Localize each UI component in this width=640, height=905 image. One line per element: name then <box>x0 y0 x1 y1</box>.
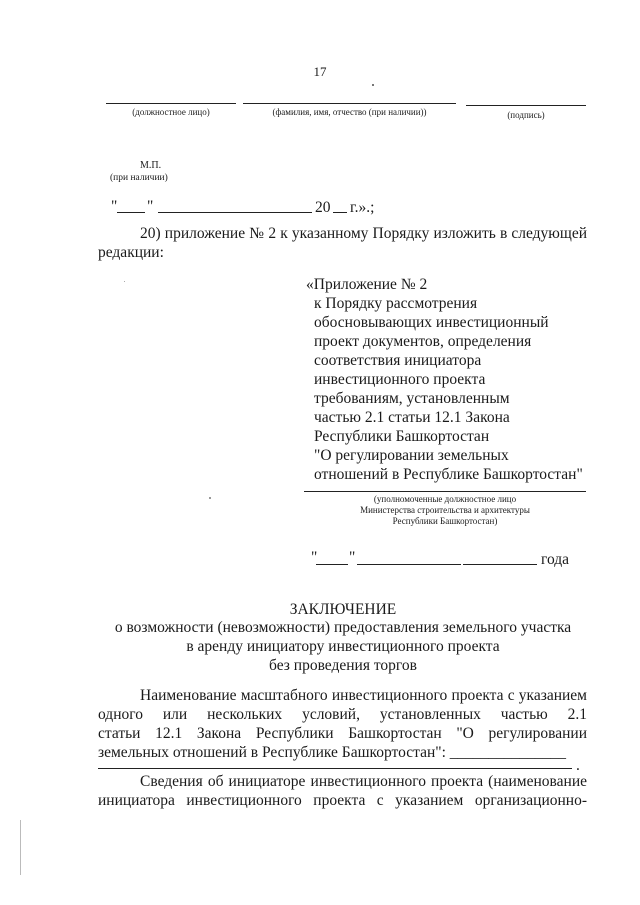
auth-date-quote-close: " <box>349 549 356 566</box>
seal-note: (при наличии) <box>110 173 168 183</box>
paragraph-1-end-mark: . <box>576 757 580 774</box>
appendix-header-line: соответствия инициатора <box>314 352 482 369</box>
date-month-line <box>158 212 312 213</box>
seal-label: М.П. <box>140 160 162 171</box>
signature-line <box>466 105 586 106</box>
authorized-caption-line: Министерства строительства и архитектуры <box>360 505 530 515</box>
authorized-caption-line: (уполномоченные должностное лицо <box>373 494 517 504</box>
auth-date-month-line <box>357 564 461 565</box>
paragraph-2-line: Сведения об инициаторе инвестиционного проекта (наименование <box>140 773 587 790</box>
appendix-header-line: требованиям, установленным <box>314 390 510 407</box>
paragraph-1-line: статьи 12.1 Закона Республики Башкортостан "О регулировании <box>98 725 587 742</box>
scan-artifact-dot <box>209 497 211 499</box>
date-quote-open: " <box>111 198 118 215</box>
scan-artifact-dot <box>372 84 374 86</box>
auth-date-quote-open: " <box>311 549 318 566</box>
date-year-line <box>333 212 347 213</box>
date-year-prefix: 20 <box>315 199 331 216</box>
appendix-header-line: частью 2.1 статьи 12.1 Закона <box>314 409 510 426</box>
appendix-header-line: "О регулировании земельных <box>314 447 509 464</box>
appendix-header-line: инвестиционного проекта <box>314 371 486 388</box>
paragraph-1-line: земельных отношений в Республике Башкортостан": _______________ <box>98 744 567 761</box>
conclusion-subtitle <box>0 618 640 675</box>
item-20-line-2: редакции: <box>98 244 164 261</box>
paragraph-1-line: Наименование масштабного инвестиционного проекта с указанием <box>140 687 587 704</box>
name-caption: (фамилия, имя, отчество (при наличии)) <box>272 107 427 117</box>
date-suffix: г.».; <box>350 199 375 216</box>
official-caption: (должностное лицо) <box>132 107 210 117</box>
scan-artifact-line <box>20 820 21 875</box>
appendix-header-line: Республики Башкортостан <box>314 428 490 445</box>
conclusion-subtitle-line: о возможности (невозможности) предоставления земельного участка <box>114 619 572 636</box>
auth-date-day-line <box>316 564 348 565</box>
authorized-caption-line: Республики Башкортостан) <box>392 516 498 526</box>
scan-artifact-dot <box>124 281 125 282</box>
page-number: 17 <box>313 64 327 79</box>
paragraph-1-line: одного или нескольких условий, установленных частью 2.1 <box>98 706 587 723</box>
official-signature-line <box>106 103 236 104</box>
auth-date-year-line <box>463 564 537 565</box>
paragraph-2-line: инициатора инвестиционного проекта с указанием организационно- <box>98 792 587 809</box>
conclusion-subtitle-line: без проведения торгов <box>269 657 417 674</box>
date-day-line <box>117 212 145 213</box>
name-signature-line <box>243 103 456 104</box>
item-20-line-1: 20) приложение № 2 к указанному Порядку изложить в следующей <box>140 225 587 242</box>
appendix-header-line: проект документов, определения <box>314 333 532 350</box>
appendix-header-line: «Приложение № 2 <box>306 276 428 293</box>
conclusion-title: ЗАКЛЮЧЕНИЕ <box>289 601 397 618</box>
appendix-header-line: обосновывающих инвестиционный <box>314 314 549 331</box>
appendix-header-line: отношений в Республике Башкортостан" <box>314 466 583 483</box>
appendix-header-line: к Порядку рассмотрения <box>314 295 478 312</box>
signature-caption: (подпись) <box>507 110 545 120</box>
authorized-caption <box>304 494 586 527</box>
paragraph-1-fill-line <box>98 768 572 769</box>
auth-date-year-word: года <box>541 551 570 568</box>
authorized-official-line <box>304 491 586 492</box>
date-quote-close: " <box>147 198 154 215</box>
appendix-header <box>306 275 606 484</box>
conclusion-subtitle-line: в аренду инициатору инвестиционного проекта <box>186 638 500 655</box>
